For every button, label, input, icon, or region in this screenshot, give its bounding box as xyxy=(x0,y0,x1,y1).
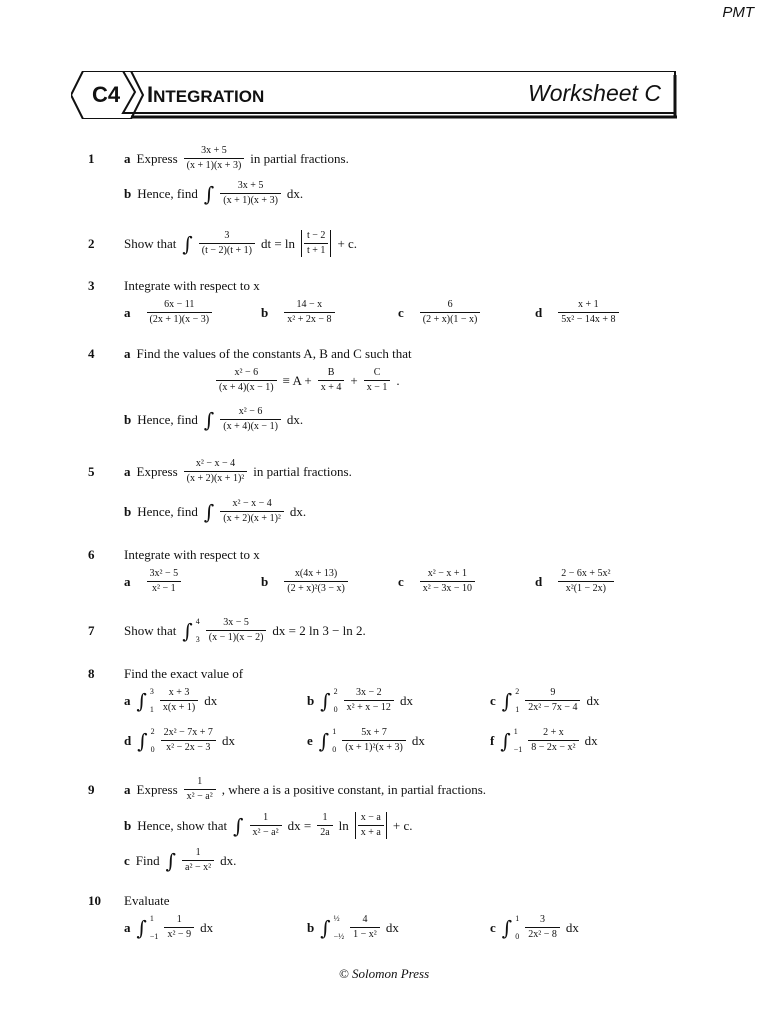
footer-copyright: © Solomon Press xyxy=(338,966,430,981)
q4-identity: $\frac{\text{x² − 6}}{(x + 4)(x - 1)}$ ≡ A + $\frac{B}{x + 4}$ + $\frac{C}{x - 1}$ . xyxy=(216,367,400,394)
question-2: 2 Show that ∫ $\frac{3}{(t - 2)(t + 1)}$ dt = ln $\frac{t - 2}{t + 1}$ + c. xyxy=(88,230,358,256)
q6-part-a: a $\frac{\text{3x² − 5}}{\text{x² − 1}}$ xyxy=(124,568,181,595)
q8-part-e: e ∫ 1 0 $\frac{5x + 7}{\text{(x + 1)²(x + 3)}}$ dx xyxy=(307,726,425,754)
question-9b: b Hence, show that ∫ $\frac{1}{\text{x² − a²}}$ dx = $\frac{1}{2a}$ ln $\frac{x - a}{x + a}$ + c. xyxy=(124,812,413,838)
q3-part-b: b $\frac{14 - x}{\text{x² + 2x − 8}}$ xyxy=(261,299,335,326)
question-1a: 1 a Express $\frac{3x + 5}{(x + 1)(x + 3)}$ in partial fractions. xyxy=(88,145,349,171)
question-3: 3 Integrate with respect to x xyxy=(88,278,260,293)
q10-part-c: c ∫ 1 0 $\frac{3}{\text{2x² − 8}}$ dx xyxy=(490,913,579,941)
question-7: 7 Show that ∫ 4 3 $\frac{3x - 5}{(x - 1)(x - 2)}$ dx = 2 ln 3 − ln 2. xyxy=(88,616,366,644)
fraction: $\frac{3x + 5}{(x + 1)(x + 3)}$ xyxy=(184,145,245,172)
worksheet-label: Worksheet C xyxy=(528,80,661,106)
question-1b: b Hence, find ∫ $\frac{3x + 5}{(x + 1)(x + 3)}$ dx. xyxy=(124,180,304,206)
q3-part-a: a $\frac{6x - 11}{(2x + 1)(x - 3)}$ xyxy=(124,299,212,326)
question-9a: 9 a Express $\frac{1}{\text{x² − a²}}$ , where a is a positive constant, in partial fractions. xyxy=(88,776,487,802)
q3-part-c: c $\frac{6}{(2 + x)(1 - x)}$ xyxy=(398,299,480,326)
question-10: 10 Evaluate xyxy=(88,893,170,908)
question-6: 6 Integrate with respect to x xyxy=(88,547,260,562)
q10-part-a: a ∫ 1 −1 $\frac{1}{\text{x² − 9}}$ dx xyxy=(124,913,214,941)
q6-part-b: b $\frac{x(4x + 13)}{\text{(2 + x)²(3 − x)}}$ xyxy=(261,568,348,595)
q10-part-b: b ∫ ½ −½ $\frac{4}{\text{1 − x²}}$ dx xyxy=(307,913,399,941)
question-8: 8 Find the exact value of xyxy=(88,666,244,681)
question-4b: b Hence, find ∫ $\frac{\text{x² − 6}}{(x + 4)(x - 1)}$ dx. xyxy=(124,406,304,432)
q6-part-c: c $\frac{\text{x² − x + 1}}{\text{x² − 3x − 10}}$ xyxy=(398,568,475,595)
page-title: INTEGRATION xyxy=(147,82,265,107)
q8-part-c: c ∫ 2 1 $\frac{9}{\text{2x² − 7x − 4}}$ dx xyxy=(490,686,600,714)
question-5a: 5 a Express $\frac{\text{x² − x − 4}}{\text{(x + 2)(x + 1)²}}$ in partial fractions. xyxy=(88,458,352,484)
question-4a: 4 a Find the values of the constants A, B and C such that xyxy=(88,346,412,361)
q8-part-d: d ∫ 2 0 $\frac{\text{2x² − 7x + 7}}{\text{x² − 2x − 3}}$ dx xyxy=(124,726,235,754)
q6-part-d: d $\frac{\text{2 − 6x + 5x²}}{\text{x²(1 − 2x)}}$ xyxy=(535,568,614,595)
q8-part-b: b ∫ 2 0 $\frac{3x - 2}{\text{x² + x − 12}}$ dx xyxy=(307,686,413,714)
q3-part-d: d $\frac{x + 1}{\text{5x² − 14x + 8}}$ xyxy=(535,299,619,326)
page-label: PMT xyxy=(722,4,754,21)
q8-part-f: f ∫ 1 −1 $\frac{2 + x}{\text{8 − 2x − x²}}$ dx xyxy=(490,726,598,754)
integral-sign: ∫ xyxy=(203,181,215,206)
question-5b: b Hence, find ∫ $\frac{\text{x² − x − 4}}{\text{(x + 2)(x + 1)²}}$ dx. xyxy=(124,498,307,524)
chapter-code: C4 xyxy=(92,82,121,107)
q8-part-a: a ∫ 3 1 $\frac{x + 3}{x(x + 1)}$ dx xyxy=(124,686,218,714)
question-9c: c Find ∫ $\frac{1}{\text{a² − x²}}$ dx. xyxy=(124,847,237,873)
